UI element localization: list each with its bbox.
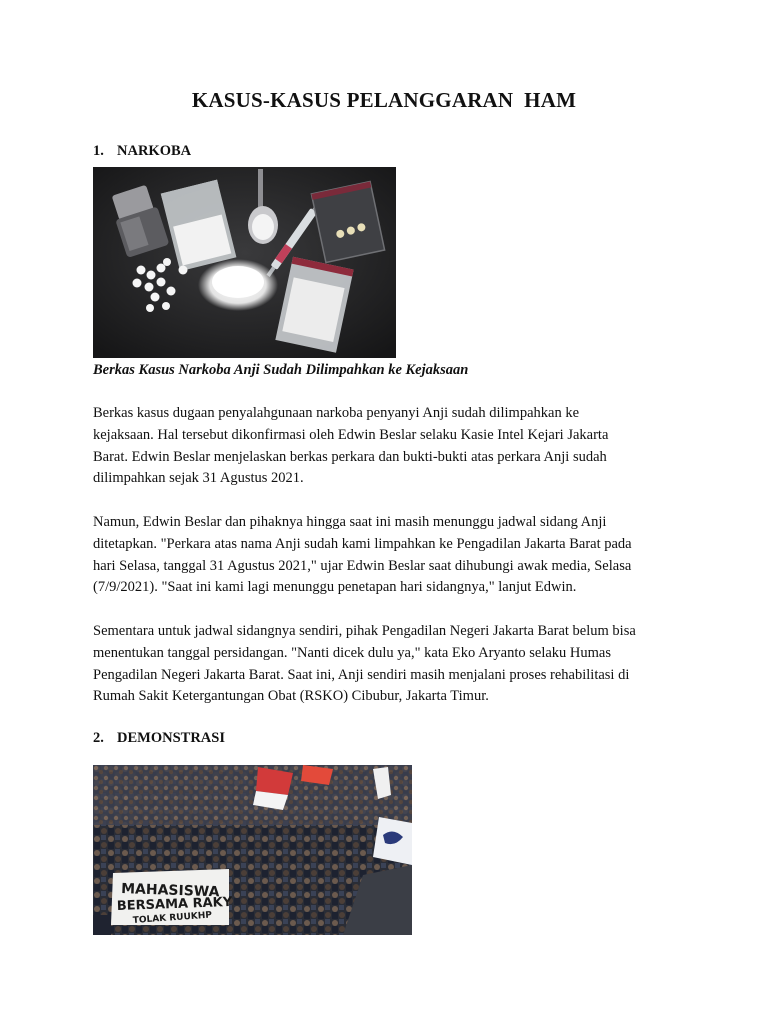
- banner-line-2: BERSAMA RAKY: [116, 894, 233, 914]
- article-headline: Berkas Kasus Narkoba Anji Sudah Dilimpahkan ke Kejaksaan: [93, 362, 469, 378]
- paragraph-line: Rumah Sakit Ketergantungan Obat (RSKO) Cibubur, Jakarta Timur.: [93, 688, 489, 705]
- section-number: 2.: [93, 730, 104, 746]
- page-title: KASUS-KASUS PELANGGARAN HAM: [191, 88, 577, 112]
- paragraph-line: Sementara untuk jadwal sidangnya sendiri, pihak Pengadilan Negeri Jakarta Barat belum bisa: [93, 623, 636, 639]
- paragraph-line: Berkas kasus dugaan penyalahgunaan narkoba penyanyi Anji sudah dilimpahkan ke: [93, 405, 580, 421]
- demonstrasi-photo: [93, 765, 412, 935]
- paragraph-line: Barat. Edwin Beslar menjelaskan berkas perkara dan bukti-bukti atas perkara Anji sudah: [93, 448, 607, 465]
- section-label: DEMONSTRASI: [117, 730, 225, 746]
- paragraph-line: kejaksaan. Hal tersebut dikonfirmasi oleh Edwin Beslar selaku Kasie Intel Kejari Jakarta: [93, 426, 609, 443]
- paragraph-line: ditetapkan. "Perkara atas nama Anji sudah kami limpahkan ke Pengadilan Jakarta Barat pada: [93, 535, 632, 552]
- paragraph-line: menentukan tanggal persidangan. "Nanti dicek dulu ya," kata Eko Aryanto selaku Humas: [93, 644, 611, 661]
- narkoba-photo: [93, 167, 396, 358]
- paragraph-1: [93, 403, 693, 490]
- paragraph-line: (7/9/2021). "Saat ini kami lagi menunggu penetapan hari sidangnya," lanjut Edwin.: [93, 579, 577, 596]
- section-label: NARKOBA: [117, 143, 192, 159]
- section-number: 1.: [93, 143, 104, 159]
- paragraph-2: [93, 512, 693, 599]
- banner-line-3: TOLAK RUUKHP: [132, 910, 213, 926]
- section-heading-demonstrasi: [93, 730, 225, 747]
- paragraph-line: Pengadilan Negeri Jakarta Barat. Saat ini, Anji sendiri masih menjalani proses rehabilitasi di: [93, 666, 630, 683]
- paragraph-line: hari Selasa, tanggal 31 Agustus 2021," ujar Edwin Beslar saat dihubungi awak media, Selasa: [93, 557, 632, 574]
- paragraph-line: dilimpahkan sejak 31 Agustus 2021.: [93, 470, 304, 487]
- banner-line-1: MAHASISWA: [120, 881, 220, 901]
- section-heading-narkoba: [93, 143, 191, 160]
- paragraph-line: Namun, Edwin Beslar dan pihaknya hingga saat ini masih menunggu jadwal sidang Anji: [93, 514, 607, 530]
- paragraph-3: [93, 621, 693, 708]
